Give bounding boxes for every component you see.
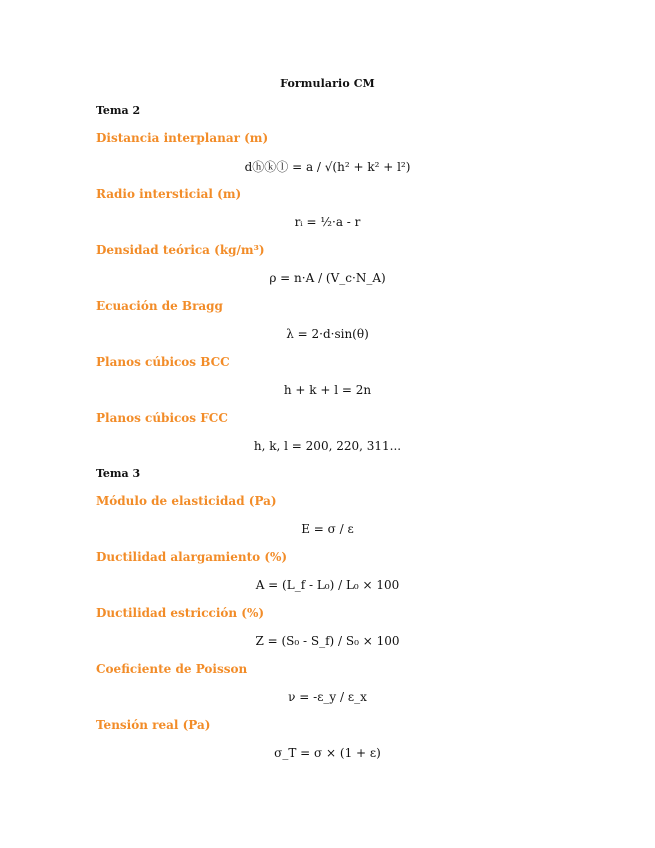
- heading-coeficiente-poisson: Coeficiente de Poisson: [96, 662, 248, 676]
- formula-distancia-interplanar: dⓗⓚⓛ = a / √(h² + k² + l²): [244, 160, 411, 174]
- formula-ductilidad-estriccion: Z = (S₀ - S_f) / S₀ × 100: [255, 634, 400, 648]
- formula-coeficiente-poisson: ν = -ε_y / ε_x: [288, 690, 367, 704]
- heading-tension-real: Tensión real (Pa): [96, 718, 211, 732]
- heading-ductilidad-estriccion: Ductilidad estricción (%): [96, 606, 265, 620]
- heading-ductilidad-alargamiento: Ductilidad alargamiento (%): [96, 550, 288, 564]
- formula-tension-real: σ_T = σ × (1 + ε): [274, 746, 381, 760]
- section-tema-2: Tema 2: [96, 104, 141, 117]
- formula-planos-bcc: h + k + l = 2n: [283, 383, 372, 397]
- heading-densidad-teorica: Densidad teórica (kg/m³): [96, 243, 265, 257]
- heading-distancia-interplanar: Distancia interplanar (m): [96, 131, 269, 145]
- heading-radio-intersticial: Radio intersticial (m): [96, 187, 242, 201]
- formula-densidad-teorica: ρ = n·A / (V_c·N_A): [269, 271, 386, 285]
- heading-ecuacion-bragg: Ecuación de Bragg: [96, 299, 223, 313]
- formula-ductilidad-alargamiento: A = (L_f - L₀) / L₀ × 100: [255, 578, 400, 592]
- heading-planos-bcc: Planos cúbicos BCC: [96, 355, 230, 369]
- formula-ecuacion-bragg: λ = 2·d·sin(θ): [286, 327, 369, 341]
- formula-radio-intersticial: rᵢ = ½·a - r: [294, 215, 361, 229]
- section-tema-3: Tema 3: [96, 467, 141, 480]
- formula-planos-fcc: h, k, l = 200, 220, 311...: [253, 439, 402, 453]
- formula-modulo-elasticidad: E = σ / ε: [301, 522, 354, 536]
- heading-planos-fcc: Planos cúbicos FCC: [96, 411, 228, 425]
- heading-modulo-elasticidad: Módulo de elasticidad (Pa): [96, 494, 277, 508]
- document-title: Formulario CM: [280, 77, 375, 90]
